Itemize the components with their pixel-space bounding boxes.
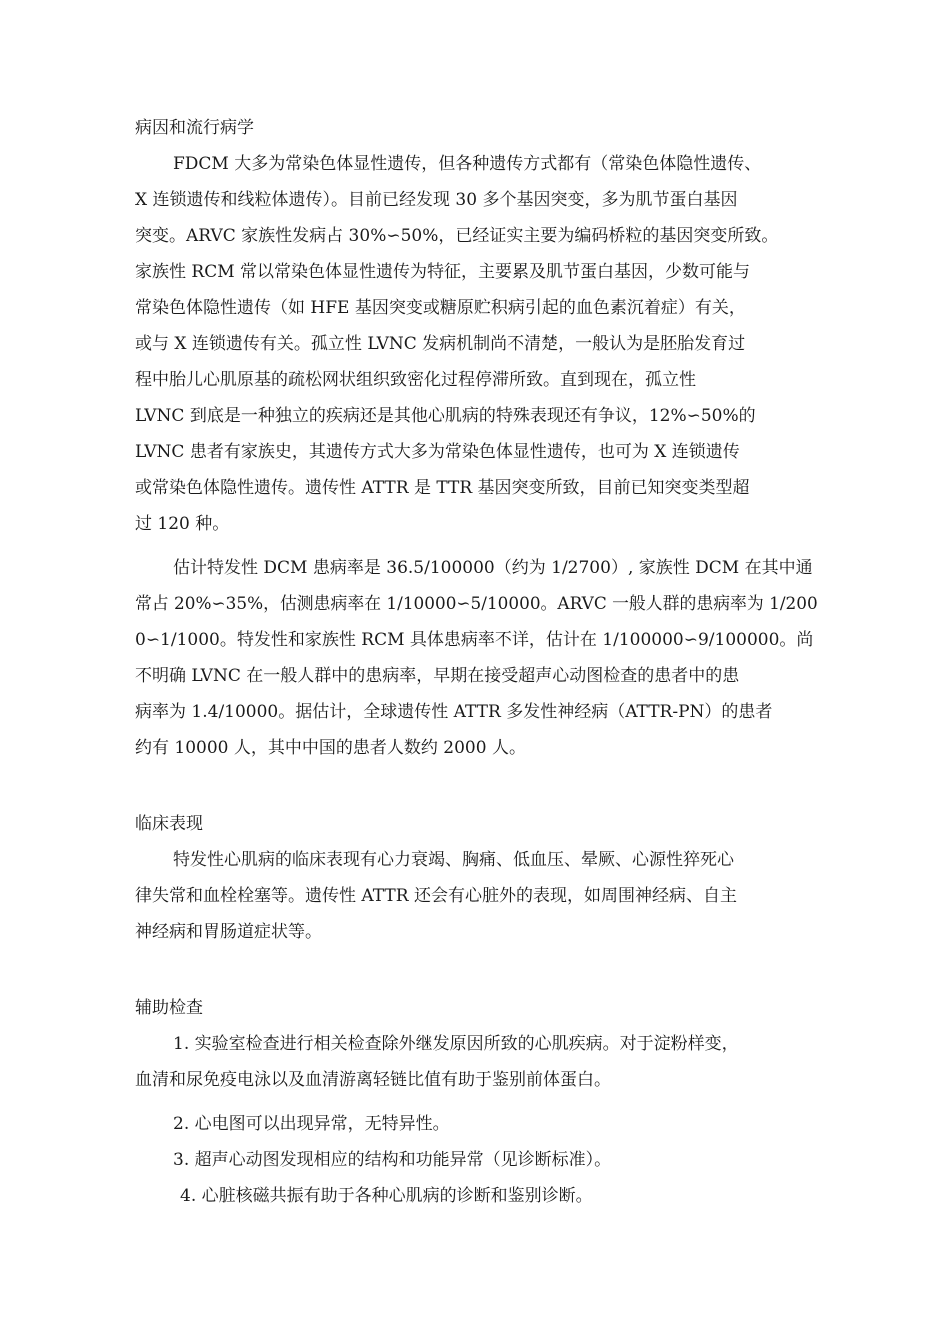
etiology-line: 程中胎儿心肌原基的疏松网状组织致密化过程停滞所致。直到现在，孤立性 [135,370,696,390]
auxiliary-item-4: 4. 心脏核磁共振有助于各种心肌病的诊断和鉴别诊断。 [180,1186,593,1206]
clinical-line: 律失常和血栓栓塞等。遗传性 ATTR 还会有心脏外的表现，如周围神经病、自主 [135,886,737,906]
etiology-line: 或常染色体隐性遗传。遗传性 ATTR 是 TTR 基因突变所致，目前已知突变类型超 [135,478,750,498]
prevalence-line: 0∽1/1000。特发性和家族性 RCM 具体患病率不详，估计在 1/100000∽9/100000。尚 [135,630,814,650]
prevalence-line: 常占 20%∽35%，估测患病率在 1/10000∽5/10000。ARVC 一般人群的患病率为 1/200 [135,594,818,614]
prevalence-line: 病率为 1.4/10000。据估计，全球遗传性 ATTR 多发性神经病（ATTR-PN）的患者 [135,702,773,722]
clinical-line: 特发性心肌病的临床表现有心力衰竭、胸痛、低血压、晕厥、心源性猝死心 [173,850,734,870]
clinical-line: 神经病和胃肠道症状等。 [135,922,322,942]
etiology-line: 或与 X 连锁遗传有关。孤立性 LVNC 发病机制尚不清楚，一般认为是胚胎发育过 [135,334,746,354]
auxiliary-item-2: 2. 心电图可以出现异常，无特异性。 [173,1114,450,1134]
etiology-line: X 连锁遗传和线粒体遗传）。目前已经发现 30 多个基因突变，多为肌节蛋白基因 [135,190,738,210]
etiology-line: 突变。ARVC 家族性发病占 30%∽50%，已经证实主要为编码桥粒的基因突变所致。 [135,226,779,246]
etiology-line: LVNC 患者有家族史，其遗传方式大多为常染色体显性遗传，也可为 X 连锁遗传 [135,442,740,462]
auxiliary-item-1-cont: 血清和尿免疫电泳以及血清游离轻链比值有助于鉴别前体蛋白。 [135,1070,611,1090]
section-heading-clinical: 临床表现 [135,814,203,834]
prevalence-line: 约有 10000 人，其中中国的患者人数约 2000 人。 [135,738,526,758]
etiology-line: 家族性 RCM 常以常染色体显性遗传为特征，主要累及肌节蛋白基因，少数可能与 [135,262,751,282]
auxiliary-item-1: 1. 实验室检查进行相关检查除外继发原因所致的心肌疾病。对于淀粉样变， [173,1034,739,1054]
etiology-line: LVNC 到底是一种独立的疾病还是其他心肌病的特殊表现还有争议，12%∽50%的 [135,406,756,426]
section-heading-etiology: 病因和流行病学 [135,118,254,138]
etiology-line: FDCM 大多为常染色体显性遗传，但各种遗传方式都有（常染色体隐性遗传、 [173,154,762,174]
etiology-line: 过 120 种。 [135,514,230,534]
etiology-line: 常染色体隐性遗传（如 HFE 基因突变或糖原贮积病引起的血色素沉着症）有关， [135,298,746,318]
prevalence-line: 估计特发性 DCM 患病率是 36.5/100000（约为 1/2700）, 家族性 DCM 在其中通 [173,558,813,578]
prevalence-line: 不明确 LVNC 在一般人群中的患病率，早期在接受超声心动图检查的患者中的患 [135,666,740,686]
auxiliary-item-3: 3. 超声心动图发现相应的结构和功能异常（见诊断标准）。 [173,1150,612,1170]
section-heading-auxiliary: 辅助检查 [135,998,203,1018]
